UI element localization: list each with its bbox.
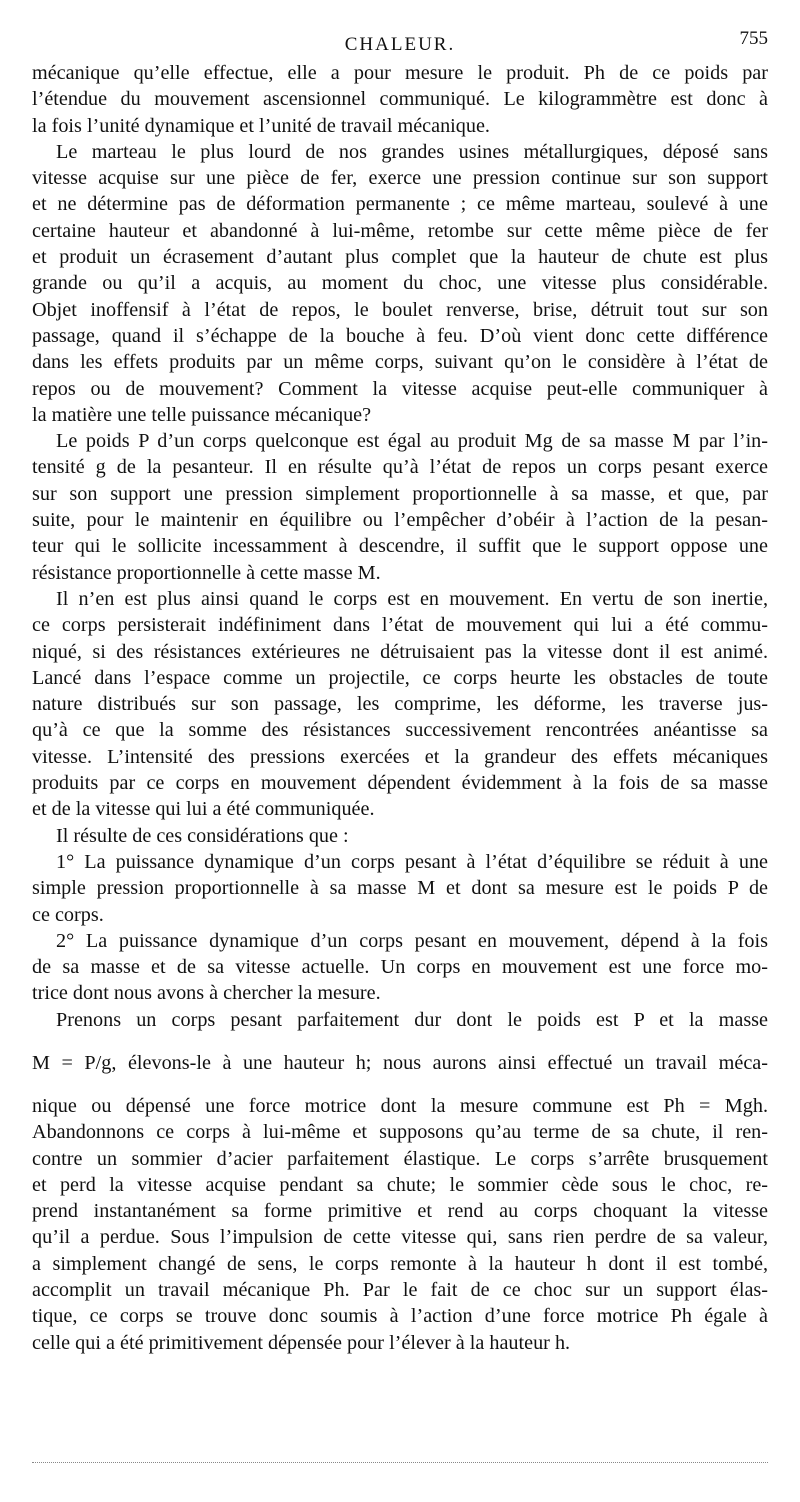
text-line: vitesse acquise sur une pièce de fer, exerce une pression continue sur son support: [32, 167, 768, 190]
text-line: vitesse. L’intensité des pressions exercées et la grandeur des effets mécaniques: [32, 745, 768, 768]
text-line: sur son support une pression simplement proportionnelle à sa masse, et que, par: [32, 482, 768, 505]
text-line: suite, pour le maintenir en équilibre ou l’empêcher d’obéir à l’action de la pesan-: [32, 509, 768, 532]
bottom-rule: [32, 1462, 768, 1463]
text-line: produits par ce corps en mouvement dépendent évidemment à la fois de sa masse: [32, 772, 768, 795]
text-line: l’étendue du mouvement ascensionnel communiqué. Le kilogrammètre est donc à: [32, 88, 768, 111]
text-line: Le marteau le plus lourd de nos grandes usines métallurgiques, déposé sans: [56, 140, 768, 163]
text-line: certaine hauteur et abandonné à lui-même, retombe sur cette même pièce de fer: [32, 219, 768, 242]
text-line: dans les effets produits par un même corps, suivant qu’on le considère à l’état de: [32, 351, 768, 374]
text-line: tique, ce corps se trouve donc soumis à l’action d’une force motrice Ph égale à: [32, 1305, 768, 1328]
body-text: [32, 60, 768, 1356]
text-line: Objet inoffensif à l’état de repos, le boulet renverse, brise, détruit tout sur son: [32, 298, 768, 321]
text-line: tensité g de la pesanteur. Il en résulte qu’à l’état de repos un corps pesant exerce: [32, 456, 768, 479]
text-line: mécanique qu’elle effectue, elle a pour mesure le produit. Ph de ce poids par: [32, 62, 768, 84]
running-title: CHALEUR.: [344, 34, 456, 55]
text-line: qu’il a perdue. Sous l’impulsion de cette vitesse qui, sans rien perdre de sa valeur,: [32, 1226, 768, 1249]
text-line: qu’à ce que la somme des résistances successivement rencontrées anéantisse sa: [32, 719, 768, 742]
text-line: passage, quand il s’échappe de la bouche à feu. D’où vient donc cette différence: [32, 324, 768, 347]
text-line: et perd la vitesse acquise pendant sa chute; le sommier cède sous le choc, re-: [32, 1173, 768, 1196]
text-line: contre un sommier d’acier parfaitement élastique. Le corps s’arrête brusquement: [32, 1147, 768, 1170]
text-line: Il n’en est plus ainsi quand le corps est en mouvement. En vertu de son inertie,: [56, 587, 768, 610]
text-line: Abandonnons ce corps à lui-même et supposons qu’au terme de sa chute, il ren-: [32, 1121, 768, 1144]
page-number: 755: [739, 28, 768, 49]
text-line: résistance proportionnelle à cette masse M.: [32, 561, 381, 584]
text-line: ce corps.: [32, 903, 104, 926]
text-line: ce corps persisterait indéfiniment dans l’état de mouvement qui lui a été commu-: [32, 614, 768, 637]
text-line: M = P/g, élevons-le à une hauteur h; nous aurons ainsi effectué un travail méca-: [32, 1051, 768, 1074]
text-line: Prenons un corps pesant parfaitement dur dont le poids est P et la masse: [56, 1008, 768, 1031]
text-line: la fois l’unité dynamique et l’unité de travail mécanique.: [32, 114, 490, 137]
text-line: accomplit un travail mécanique Ph. Par le fait de ce choc sur un support élas-: [32, 1279, 768, 1302]
text-line: grande ou qu’il a acquis, au moment du choc, une vitesse plus considérable.: [32, 272, 768, 295]
text-line: de sa masse et de sa vitesse actuelle. Un corps en mouvement est une force mo-: [32, 956, 768, 979]
text-line: et de la vitesse qui lui a été communiquée.: [32, 798, 375, 821]
text-line: trice dont nous avons à chercher la mesure.: [32, 982, 381, 1005]
text-line: et ne détermine pas de déformation permanente ; ce même marteau, soulevé à une: [32, 193, 768, 216]
text-line: a simplement changé de sens, le corps remonte à la hauteur h dont il est tombé,: [32, 1252, 768, 1275]
text-line: Il résulte de ces considérations que :: [56, 824, 349, 847]
text-line: la matière une telle puissance mécanique?: [32, 403, 372, 426]
text-line: 2° La puissance dynamique d’un corps pesant en mouvement, dépend à la fois: [56, 929, 768, 952]
text-line: nique ou dépensé une force motrice dont la mesure commune est Ph = Mgh.: [32, 1094, 768, 1117]
text-line: Lancé dans l’espace comme un projectile, ce corps heurte les obstacles de toute: [32, 666, 768, 689]
text-line: nature distribués sur son passage, les comprime, les déforme, les traverse jus-: [32, 693, 768, 716]
text-line: et produit un écrasement d’autant plus complet que la hauteur de chute est plus: [32, 246, 768, 269]
text-line: repos ou de mouvement? Comment la vitesse acquise peut-elle communiquer à: [32, 377, 768, 400]
text-line: 1° La puissance dynamique d’un corps pesant à l’état d’équilibre se réduit à une: [56, 850, 768, 873]
text-line: celle qui a été primitivement dépensée pour l’élever à la hauteur h.: [32, 1331, 571, 1354]
page-header: [32, 28, 768, 58]
text-line: niqué, si des résistances extérieures ne détruisaient pas la vitesse dont il est animé.: [32, 640, 768, 663]
text-line: simple pression proportionnelle à sa masse M et dont sa mesure est le poids P de: [32, 877, 768, 900]
text-line: prend instantanément sa forme primitive et rend au corps choquant la vitesse: [32, 1200, 768, 1223]
text-line: Le poids P d’un corps quelconque est égal au produit Mg de sa masse M par l’in-: [56, 430, 768, 453]
text-line: teur qui le sollicite incessamment à descendre, il suffit que le support oppose une: [32, 535, 768, 558]
